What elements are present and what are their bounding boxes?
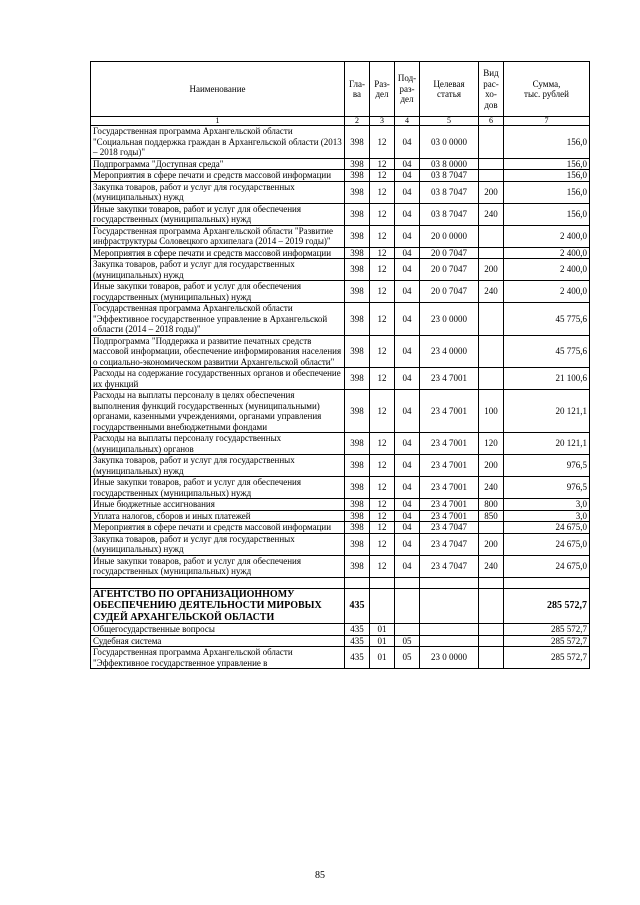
cell-razdel: 12 [370, 259, 395, 281]
table-row [91, 533, 590, 555]
cell-target: 20 0 7047 [420, 281, 479, 303]
table-row [91, 303, 590, 336]
table-row [91, 225, 590, 247]
cell-glava: 435 [345, 624, 370, 636]
cell-name: Подпрограмма "Доступная среда" [91, 158, 345, 170]
cell-sum: 24 675,0 [504, 522, 590, 534]
cell-name: Закупка товаров, работ и услуг для государственных (муниципальных) нужд [91, 259, 345, 281]
cell-vid [479, 624, 504, 636]
cell-sum: 45 775,6 [504, 303, 590, 336]
cell-name: Подпрограмма "Поддержка и развитие печатных средств массовой информации, обеспечение информирования населения о социально-экономическом развитии Архангельской области" [91, 335, 345, 368]
table-row [91, 181, 590, 203]
cell-name: Расходы на содержание государственных органов и обеспечение их функций [91, 368, 345, 390]
cell-podrazdel: 04 [395, 170, 420, 182]
cell-razdel: 12 [370, 335, 395, 368]
cell-target: 23 4 7001 [420, 433, 479, 455]
cell-glava: 398 [345, 203, 370, 225]
cell-name: Государственная программа Архангельской области "Социальная поддержка граждан в Архангельской области (2013 – 2018 годы)" [91, 126, 345, 159]
cell-razdel: 12 [370, 455, 395, 477]
table-row [91, 368, 590, 390]
cell-podrazdel: 04 [395, 281, 420, 303]
cell-name: Расходы на выплаты персоналу в целях обеспечения выполнения функций государственных (муниципальными) органами, казенными учреждениями, органами управления государственными внебюджетными фондами [91, 390, 345, 433]
cell-razdel: 01 [370, 624, 395, 636]
cell-razdel: 12 [370, 533, 395, 555]
cell-target [420, 635, 479, 647]
cell-sum: 156,0 [504, 158, 590, 170]
cell-vid [479, 522, 504, 534]
cell-name: Закупка товаров, работ и услуг для государственных (муниципальных) нужд [91, 533, 345, 555]
table-row [91, 635, 590, 647]
cell-glava: 398 [345, 455, 370, 477]
cell-glava: 398 [345, 126, 370, 159]
budget-table [90, 61, 590, 669]
cell-target: 23 4 7001 [420, 499, 479, 511]
cell-target: 20 0 7047 [420, 259, 479, 281]
cell-razdel: 12 [370, 247, 395, 259]
cell-glava: 398 [345, 510, 370, 522]
cell-podrazdel: 04 [395, 247, 420, 259]
cell-sum: 156,0 [504, 203, 590, 225]
cell-glava: 398 [345, 390, 370, 433]
cell-razdel: 12 [370, 499, 395, 511]
cell-vid [479, 647, 504, 669]
table-row [91, 455, 590, 477]
cell-sum: 20 121,1 [504, 390, 590, 433]
cell-glava: 398 [345, 247, 370, 259]
cell-glava: 398 [345, 225, 370, 247]
cell-glava: 398 [345, 368, 370, 390]
cell-podrazdel: 04 [395, 455, 420, 477]
cell-sum: 285 572,7 [504, 635, 590, 647]
agency-section [91, 577, 590, 624]
column-number: 7 [504, 117, 590, 126]
cell-podrazdel: 04 [395, 303, 420, 336]
cell-name: Уплата налогов, сборов и иных платежей [91, 510, 345, 522]
column-number: 6 [479, 117, 504, 126]
agency-body [91, 624, 590, 669]
page-number: 85 [315, 870, 325, 881]
cell-glava: 398 [345, 335, 370, 368]
cell-razdel: 01 [370, 647, 395, 669]
cell-target: 23 4 0000 [420, 335, 479, 368]
cell-podrazdel: 04 [395, 433, 420, 455]
cell-name: Государственная программа Архангельской области "Эффективное государственное управление в Архангельской области (2014 – 2018 годы)" [91, 303, 345, 336]
header-name: Наименование [91, 62, 345, 117]
cell-name: Государственная программа Архангельской области "Эффективное государственное управление в [91, 647, 345, 669]
cell-sum: 45 775,6 [504, 335, 590, 368]
cell-sum: 156,0 [504, 170, 590, 182]
cell-glava: 398 [345, 533, 370, 555]
cell-glava: 435 [345, 635, 370, 647]
cell-name: Судебная система [91, 635, 345, 647]
column-number: 2 [345, 117, 370, 126]
agency-sum: 285 572,7 [504, 588, 590, 624]
table-row [91, 522, 590, 534]
cell-glava: 398 [345, 522, 370, 534]
cell-sum: 21 100,6 [504, 368, 590, 390]
cell-glava: 398 [345, 433, 370, 455]
cell-name: Закупка товаров, работ и услуг для государственных (муниципальных) нужд [91, 181, 345, 203]
cell-sum: 2 400,0 [504, 259, 590, 281]
cell-razdel: 12 [370, 522, 395, 534]
cell-target: 23 4 7001 [420, 477, 479, 499]
cell-glava: 398 [345, 259, 370, 281]
cell-podrazdel [395, 624, 420, 636]
cell-name: Иные бюджетные ассигнования [91, 499, 345, 511]
cell-glava: 398 [345, 499, 370, 511]
cell-podrazdel: 04 [395, 499, 420, 511]
agency-name: АГЕНТСТВО ПО ОРГАНИЗАЦИОННОМУ ОБЕСПЕЧЕНИЮ ДЕЯТЕЛЬНОСТИ МИРОВЫХ СУДЕЙ АРХАНГЕЛЬСКОЙ ОБЛАСТИ [91, 588, 345, 624]
column-number: 4 [395, 117, 420, 126]
cell-vid [479, 368, 504, 390]
cell-sum: 976,5 [504, 477, 590, 499]
cell-vid [479, 303, 504, 336]
cell-name: Мероприятия в сфере печати и средств массовой информации [91, 522, 345, 534]
cell-name: Иные закупки товаров, работ и услуг для обеспечения государственных (муниципальных) нужд [91, 555, 345, 577]
header-razdel: Раз- дел [370, 62, 395, 117]
table-row [91, 259, 590, 281]
agency-row [91, 588, 590, 624]
cell-podrazdel: 05 [395, 635, 420, 647]
cell-glava: 398 [345, 158, 370, 170]
cell-sum: 285 572,7 [504, 624, 590, 636]
cell-razdel: 12 [370, 368, 395, 390]
cell-target: 03 8 0000 [420, 158, 479, 170]
table-row [91, 555, 590, 577]
cell-name: Государственная программа Архангельской области "Развитие инфраструктуры Соловецкого архипелага (2014 – 2019 годы)" [91, 225, 345, 247]
cell-glava: 398 [345, 170, 370, 182]
table-row [91, 499, 590, 511]
cell-target: 23 4 7001 [420, 510, 479, 522]
cell-razdel: 12 [370, 477, 395, 499]
cell-razdel: 12 [370, 203, 395, 225]
table-row [91, 247, 590, 259]
table-row [91, 203, 590, 225]
cell-target: 03 8 7047 [420, 203, 479, 225]
cell-target: 03 8 7047 [420, 181, 479, 203]
cell-podrazdel: 04 [395, 510, 420, 522]
cell-vid [479, 225, 504, 247]
cell-podrazdel: 04 [395, 126, 420, 159]
cell-vid: 850 [479, 510, 504, 522]
cell-target: 23 4 7047 [420, 522, 479, 534]
cell-name: Мероприятия в сфере печати и средств массовой информации [91, 170, 345, 182]
cell-target: 03 8 7047 [420, 170, 479, 182]
cell-target: 20 0 0000 [420, 225, 479, 247]
cell-sum: 156,0 [504, 181, 590, 203]
cell-name: Расходы на выплаты персоналу государственных (муниципальных) органов [91, 433, 345, 455]
cell-vid: 240 [479, 477, 504, 499]
cell-glava: 435 [345, 647, 370, 669]
cell-vid [479, 158, 504, 170]
cell-razdel: 01 [370, 635, 395, 647]
cell-vid [479, 126, 504, 159]
column-number: 3 [370, 117, 395, 126]
cell-razdel: 12 [370, 181, 395, 203]
table-row [91, 281, 590, 303]
cell-podrazdel: 04 [395, 203, 420, 225]
cell-name: Иные закупки товаров, работ и услуг для обеспечения государственных (муниципальных) нужд [91, 203, 345, 225]
cell-glava: 398 [345, 303, 370, 336]
cell-vid: 800 [479, 499, 504, 511]
cell-vid [479, 635, 504, 647]
cell-target: 23 4 7001 [420, 390, 479, 433]
header-glava: Гла- ва [345, 62, 370, 117]
cell-podrazdel: 04 [395, 335, 420, 368]
cell-razdel: 12 [370, 555, 395, 577]
cell-sum: 2 400,0 [504, 247, 590, 259]
cell-vid [479, 247, 504, 259]
cell-target: 03 0 0000 [420, 126, 479, 159]
cell-sum: 24 675,0 [504, 533, 590, 555]
cell-sum: 285 572,7 [504, 647, 590, 669]
cell-razdel: 12 [370, 510, 395, 522]
cell-razdel: 12 [370, 281, 395, 303]
cell-sum: 976,5 [504, 455, 590, 477]
cell-sum: 3,0 [504, 510, 590, 522]
column-number-row [91, 117, 590, 126]
cell-podrazdel: 04 [395, 390, 420, 433]
column-number: 1 [91, 117, 345, 126]
cell-podrazdel: 04 [395, 259, 420, 281]
cell-razdel: 12 [370, 158, 395, 170]
cell-razdel: 12 [370, 225, 395, 247]
cell-podrazdel: 04 [395, 225, 420, 247]
cell-target: 23 4 7047 [420, 555, 479, 577]
cell-target: 23 4 7001 [420, 455, 479, 477]
cell-vid: 240 [479, 203, 504, 225]
cell-vid: 200 [479, 455, 504, 477]
cell-sum: 2 400,0 [504, 281, 590, 303]
cell-vid: 200 [479, 259, 504, 281]
cell-name: Мероприятия в сфере печати и средств массовой информации [91, 247, 345, 259]
cell-target: 23 4 7047 [420, 533, 479, 555]
cell-glava: 398 [345, 555, 370, 577]
cell-glava: 398 [345, 477, 370, 499]
cell-vid [479, 170, 504, 182]
cell-target [420, 624, 479, 636]
cell-razdel: 12 [370, 170, 395, 182]
header-vid: Вид рас- хо- дов [479, 62, 504, 117]
cell-podrazdel: 04 [395, 181, 420, 203]
cell-name: Общегосударственные вопросы [91, 624, 345, 636]
table-row [91, 390, 590, 433]
cell-vid [479, 335, 504, 368]
cell-podrazdel: 05 [395, 647, 420, 669]
cell-glava: 398 [345, 281, 370, 303]
cell-podrazdel: 04 [395, 368, 420, 390]
cell-podrazdel: 04 [395, 477, 420, 499]
cell-razdel: 12 [370, 303, 395, 336]
cell-target: 23 4 7001 [420, 368, 479, 390]
cell-podrazdel: 04 [395, 522, 420, 534]
table-row [91, 170, 590, 182]
cell-vid: 200 [479, 181, 504, 203]
cell-glava: 398 [345, 181, 370, 203]
table-row [91, 158, 590, 170]
cell-vid: 200 [479, 533, 504, 555]
cell-name: Иные закупки товаров, работ и услуг для обеспечения государственных (муниципальных) нужд [91, 281, 345, 303]
cell-podrazdel: 04 [395, 158, 420, 170]
agency-glava: 435 [345, 588, 370, 624]
cell-target: 23 0 0000 [420, 303, 479, 336]
cell-vid: 240 [479, 281, 504, 303]
cell-razdel: 12 [370, 126, 395, 159]
cell-target: 20 0 7047 [420, 247, 479, 259]
table-row [91, 510, 590, 522]
header-target: Целевая статья [420, 62, 479, 117]
column-number: 5 [420, 117, 479, 126]
cell-vid: 100 [479, 390, 504, 433]
cell-sum: 20 121,1 [504, 433, 590, 455]
table-row [91, 624, 590, 636]
header-sum: Сумма, тыс. рублей [504, 62, 590, 117]
cell-sum: 24 675,0 [504, 555, 590, 577]
cell-podrazdel: 04 [395, 533, 420, 555]
cell-vid: 120 [479, 433, 504, 455]
cell-vid: 240 [479, 555, 504, 577]
cell-sum: 156,0 [504, 126, 590, 159]
cell-podrazdel: 04 [395, 555, 420, 577]
table-row [91, 477, 590, 499]
cell-razdel: 12 [370, 390, 395, 433]
cell-name: Закупка товаров, работ и услуг для государственных (муниципальных) нужд [91, 455, 345, 477]
blank-row [91, 577, 590, 588]
header-row [91, 62, 590, 117]
table-row [91, 433, 590, 455]
table-row [91, 647, 590, 669]
cell-sum: 2 400,0 [504, 225, 590, 247]
cell-razdel: 12 [370, 433, 395, 455]
cell-name: Иные закупки товаров, работ и услуг для обеспечения государственных (муниципальных) нужд [91, 477, 345, 499]
cell-target: 23 0 0000 [420, 647, 479, 669]
table-body [91, 126, 590, 578]
table-row [91, 126, 590, 159]
header-podrazdel: Под- раз- дел [395, 62, 420, 117]
cell-sum: 3,0 [504, 499, 590, 511]
table-row [91, 335, 590, 368]
